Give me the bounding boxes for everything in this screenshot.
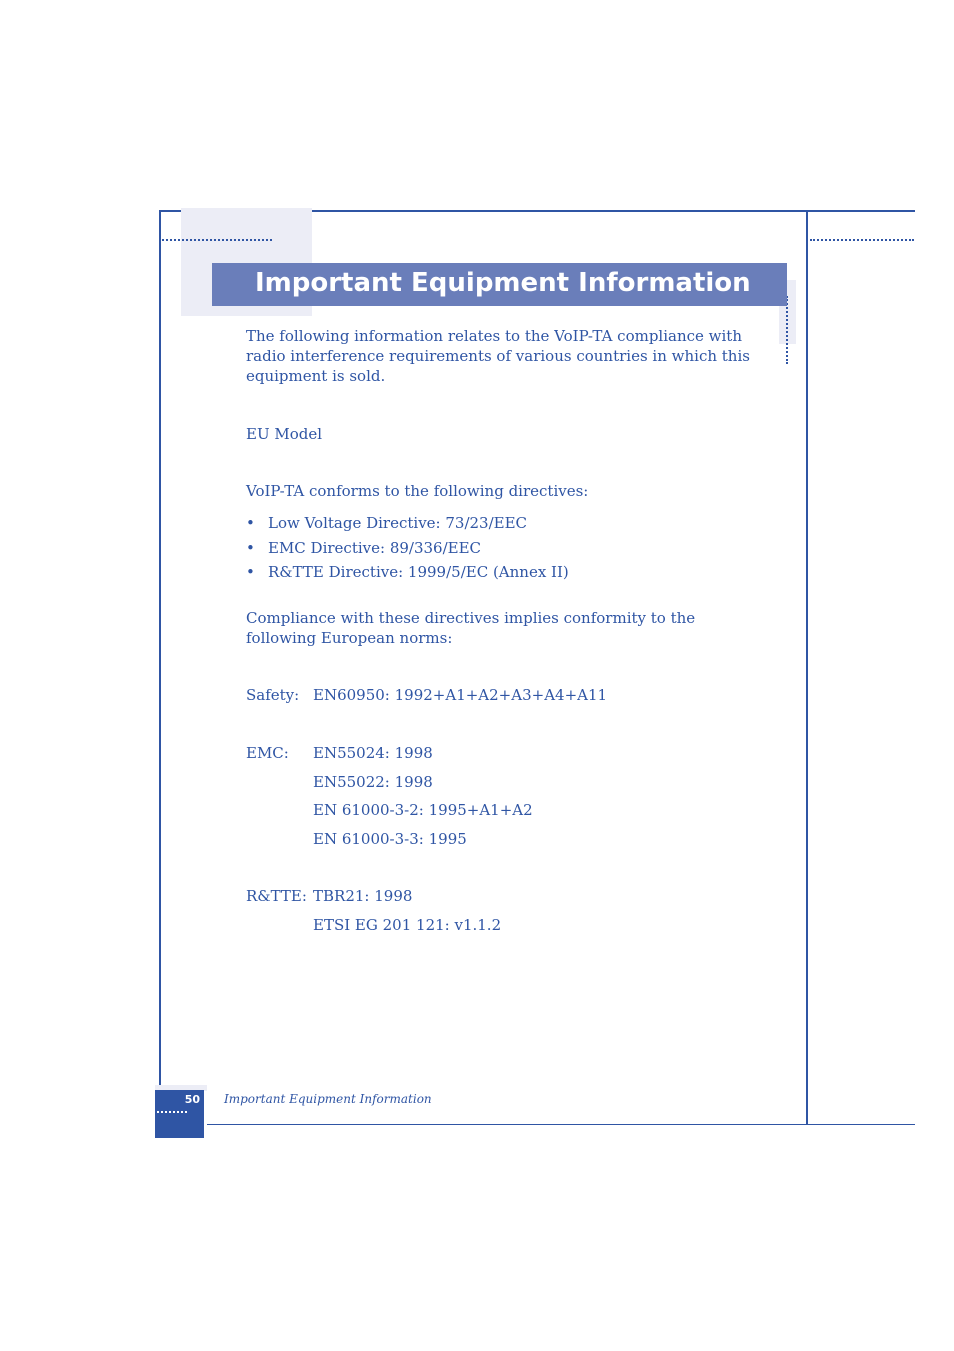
frame-right-rule — [806, 210, 808, 1125]
norm-value: EN55024: 1998 — [313, 744, 433, 762]
norm-row-safety — [246, 685, 766, 705]
directives-intro: VoIP-TA conforms to the following directives: — [246, 482, 589, 500]
norm-value: ETSI EG 201 121: v1.1.2 — [313, 916, 502, 934]
norm-value: EN 61000-3-3: 1995 — [313, 830, 467, 848]
dotted-rule-vertical — [786, 296, 788, 364]
eu-model-heading: EU Model — [246, 425, 323, 443]
main-content — [246, 326, 766, 935]
running-footer: Important Equipment Information — [224, 1092, 432, 1106]
directive-text: Low Voltage Directive: 73/23/EEC — [268, 514, 528, 532]
badge-dotted-rule — [157, 1111, 187, 1113]
norm-value: EN55022: 1998 — [313, 773, 433, 791]
compliance-paragraph: Compliance with these directives implies conformity to the following European norms: — [246, 609, 696, 647]
norm-row-emc — [246, 800, 766, 820]
page-title: Important Equipment Information — [255, 268, 751, 298]
list-item — [246, 538, 766, 558]
norm-value: EN60950: 1992+A1+A2+A3+A4+A11 — [313, 686, 608, 704]
intro-paragraph: The following information relates to the VoIP-TA compliance with radio interference requirements of various countries in which this equipment is sold. — [246, 327, 750, 385]
frame-left-rule — [159, 210, 161, 1085]
frame-top-rule-left — [159, 210, 181, 212]
frame-bottom-rule — [207, 1124, 915, 1125]
norm-value: TBR21: 1998 — [313, 887, 413, 905]
norm-value: EN 61000-3-2: 1995+A1+A2 — [313, 801, 533, 819]
dotted-rule-right — [810, 239, 914, 241]
norm-row-emc — [246, 743, 766, 763]
norms-table — [246, 685, 766, 935]
frame-top-rule — [312, 210, 915, 212]
directive-text: R&TTE Directive: 1999/5/EC (Annex II) — [268, 563, 569, 581]
norm-row-emc — [246, 829, 766, 849]
norm-label: Safety: — [246, 686, 300, 704]
directive-text: EMC Directive: 89/336/EEC — [268, 538, 482, 557]
bullet-icon: • — [246, 563, 255, 581]
list-item — [246, 562, 766, 582]
page-number: 50 — [184, 1093, 200, 1106]
bullet-icon: • — [246, 538, 255, 557]
norm-label: EMC: — [246, 744, 289, 762]
norm-row-emc — [246, 772, 766, 792]
norm-row-rtte — [246, 915, 766, 935]
list-item — [246, 513, 766, 533]
bullet-icon: • — [246, 514, 255, 532]
norm-label: R&TTE: — [246, 887, 307, 905]
directives-list — [246, 513, 766, 582]
dotted-rule-left — [162, 239, 272, 241]
norm-row-rtte — [246, 886, 766, 906]
